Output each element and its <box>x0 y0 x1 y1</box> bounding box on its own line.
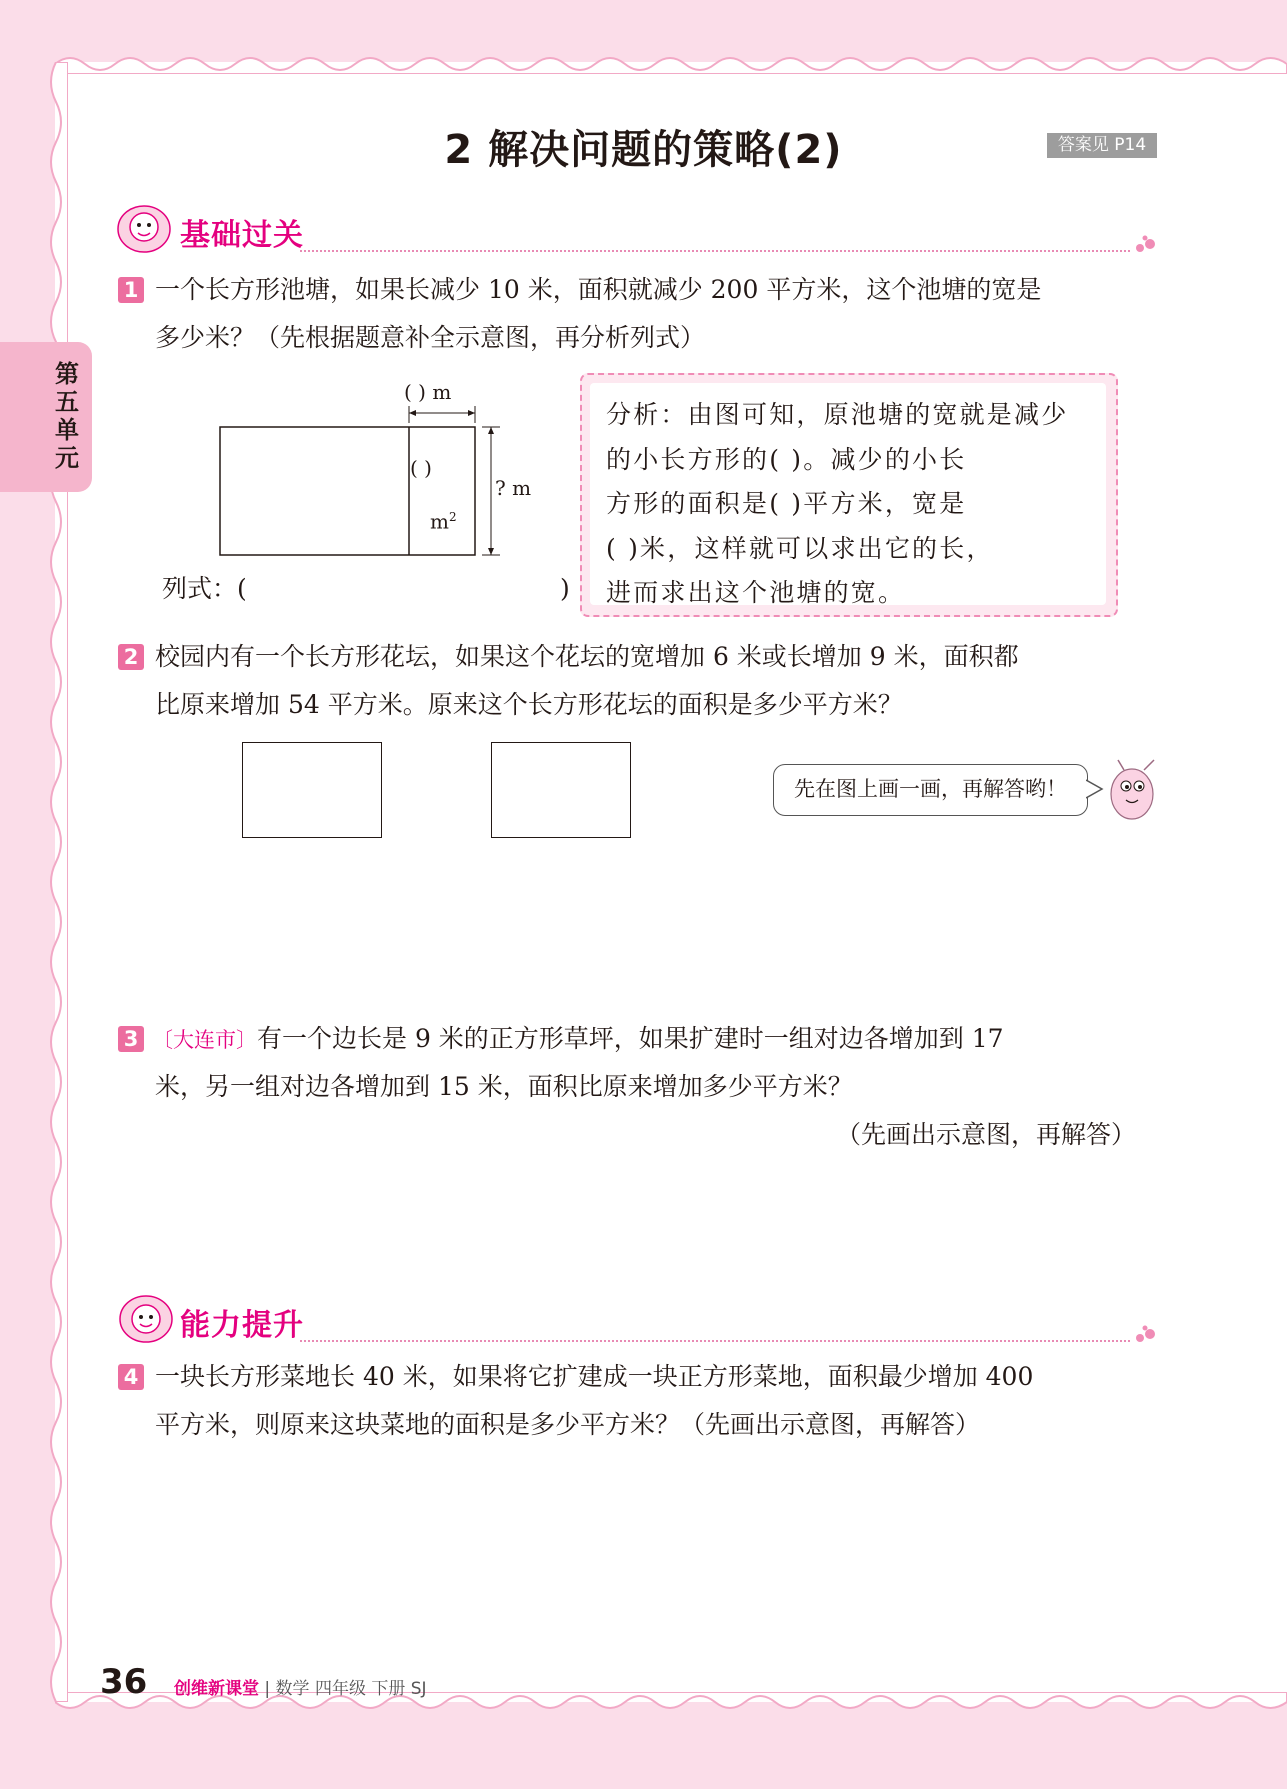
q3-hint: （先画出示意图，再解答） <box>836 1120 1137 1149</box>
footer-series-info: 创维新课堂 | 数学 四年级 下册 SJ <box>174 1679 427 1699</box>
q1-pond-diagram <box>210 378 540 563</box>
page-number: 36 <box>100 1662 148 1702</box>
question-number-4: 4 <box>118 1364 144 1390</box>
q3-text-line-2: 米，另一组对边各增加到 15 米，面积比原来增加多少平方米？ <box>155 1072 853 1101</box>
speech-bubble-tail-icon <box>1086 778 1106 800</box>
q1-text-line-2: 多少米？（先根据题意补全示意图，再分析列式） <box>155 323 706 352</box>
q1-fig-area-unit: $m^2$ <box>430 509 457 534</box>
wavy-left-edge <box>46 62 68 1702</box>
wavy-top-edge <box>55 52 1287 74</box>
unit-side-tab <box>0 342 92 492</box>
unit-side-tab-label: 第五单元 <box>55 360 79 472</box>
q1-fig-top-label: ( ) m <box>404 380 452 404</box>
q1-formula-close: ) <box>560 574 570 603</box>
question-number-2: 2 <box>118 644 144 670</box>
q2-text-line-1: 校园内有一个长方形花坛，如果这个花坛的宽增加 6 米或长增加 9 米，面积都 <box>155 642 1019 671</box>
q3-text-line-1: 〔大连市〕有一个边长是 9 米的正方形草坪，如果扩建时一组对边各增加到 17 <box>152 1024 1004 1053</box>
q2-hint-speech-bubble: 先在图上画一画，再解答哟！ <box>773 764 1088 816</box>
q1-analysis-box <box>580 373 1118 617</box>
section-divider <box>300 250 1130 252</box>
mascot-boy-icon <box>118 1293 174 1343</box>
answer-reference-badge: 答案见 P14 <box>1047 133 1157 158</box>
decorative-dots-icon <box>1134 1324 1160 1344</box>
q2-text-line-2: 比原来增加 54 平方米。原来这个长方形花坛的面积是多少平方米？ <box>155 690 903 719</box>
section-divider <box>300 1340 1130 1342</box>
q2-drawing-box-1[interactable] <box>242 742 382 838</box>
q2-drawing-box-2[interactable] <box>491 742 631 838</box>
page-title: 2 解决问题的策略(2) <box>444 127 843 173</box>
q1-fig-right-label: ? m <box>495 476 532 500</box>
q1-formula-label: 列式：( <box>162 574 247 603</box>
decorative-dots-icon <box>1134 234 1160 254</box>
footer-brand: 创维新课堂 <box>174 1679 259 1699</box>
page-sheet <box>55 62 1287 1702</box>
section-heading-basic: 基础过关 <box>180 218 304 253</box>
q1-fig-inner-blank: ( ) <box>410 456 432 480</box>
mascot-creature-icon <box>1104 756 1164 828</box>
question-number-1: 1 <box>118 277 144 303</box>
question-number-3: 3 <box>118 1026 144 1052</box>
q4-text-line-2: 平方米，则原来这块菜地的面积是多少平方米？（先画出示意图，再解答） <box>155 1410 981 1439</box>
q4-text-line-1: 一块长方形菜地长 40 米，如果将它扩建成一块正方形菜地，面积最少增加 400 <box>155 1362 1034 1391</box>
q1-text-line-1: 一个长方形池塘，如果长减少 10 米，面积就减少 200 平方米，这个池塘的宽是 <box>155 275 1042 304</box>
q1-analysis-text: 分析：由图可知，原池塘的宽就是减少 的小长方形的( )。减少的小长 方形的面积是( )平方米，宽是 ( )米，这样就可以求出它的长， 进而求出这个池塘的宽。 <box>606 400 1069 607</box>
section-heading-advanced: 能力提升 <box>180 1308 304 1343</box>
mascot-girl-icon <box>116 203 172 253</box>
q3-region-tag: 〔大连市〕 <box>152 1028 257 1052</box>
